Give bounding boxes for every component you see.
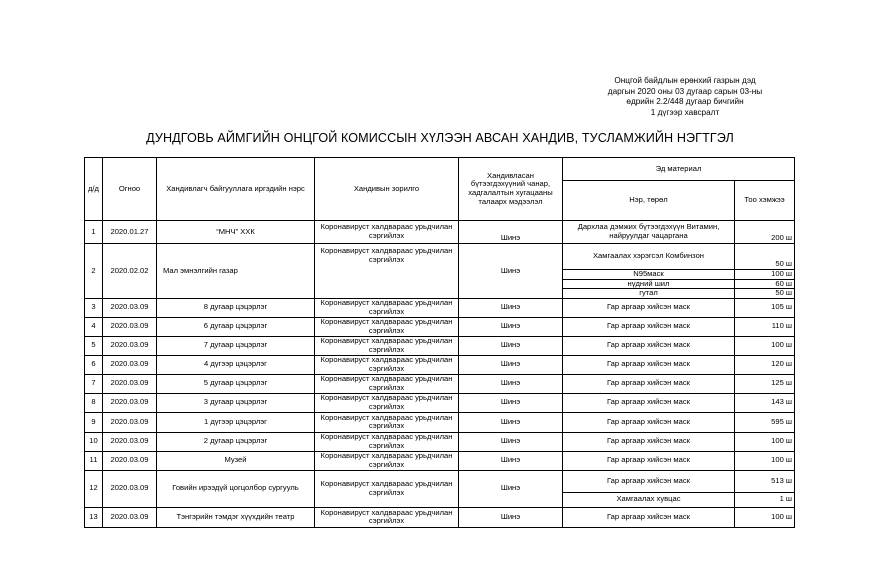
cell-item-name: Гар аргаар хийсэн маск — [563, 374, 735, 393]
header-date: Огноо — [103, 158, 157, 221]
cell-quality: Шинэ — [459, 432, 563, 451]
table-row — [85, 470, 795, 492]
table-row — [85, 336, 795, 355]
cell-item-qty: 513 ш — [735, 470, 795, 492]
table-row — [85, 451, 795, 470]
cell-date: 2020.03.09 — [103, 298, 157, 317]
cell-purpose: Коронавируст халдвараас урьдчилан сэргийлэх — [315, 317, 459, 336]
cell-item-name: Дархлаа дэмжих бүтээгдэхүүн Витамин, найруулдаг чацаргана — [563, 221, 735, 244]
cell-quality: Шинэ — [459, 412, 563, 432]
cell-quality: Шинэ — [459, 221, 563, 244]
cell-item-name: Гар аргаар хийсэн маск — [563, 507, 735, 527]
table-row — [85, 412, 795, 432]
cell-item-qty: 60 ш — [735, 279, 795, 289]
cell-item-qty: 50 ш — [735, 289, 795, 299]
cell-no: 1 — [85, 221, 103, 244]
table-row — [85, 393, 795, 412]
cell-item-qty: 200 ш — [735, 221, 795, 244]
cell-quality: Шинэ — [459, 451, 563, 470]
cell-no: 4 — [85, 317, 103, 336]
cell-donor: Музей — [157, 451, 315, 470]
table-row — [85, 244, 795, 270]
cell-item-qty: 120 ш — [735, 355, 795, 374]
cell-purpose: Коронавируст халдвараас урьдчилан сэргийлэх — [315, 432, 459, 451]
document-title: ДУНДГОВЬ АЙМГИЙН ОНЦГОЙ КОМИССЫН ХҮЛЭЭН АВСАН ХАНДИВ, ТУСЛАМЖИЙН НЭГТГЭЛ — [146, 131, 734, 145]
cell-no: 13 — [85, 507, 103, 527]
cell-item-qty: 143 ш — [735, 393, 795, 412]
header-purpose: Хандивын зорилго — [315, 158, 459, 221]
cell-donor: 1 дүгээр цэцэрлэг — [157, 412, 315, 432]
cell-donor: 4 дүгээр цэцэрлэг — [157, 355, 315, 374]
cell-no: 11 — [85, 451, 103, 470]
table-row — [85, 432, 795, 451]
appendix-note — [560, 76, 810, 118]
cell-donor: Мал эмнэлгийн газар — [157, 244, 315, 299]
cell-item-qty: 1 ш — [735, 492, 795, 507]
cell-donor: 8 дугаар цэцэрлэг — [157, 298, 315, 317]
cell-item-name: Гар аргаар хийсэн маск — [563, 432, 735, 451]
cell-donor: 7 дугаар цэцэрлэг — [157, 336, 315, 355]
header-donor: Хандивлагч байгууллага иргэдийн нэрс — [157, 158, 315, 221]
cell-no: 5 — [85, 336, 103, 355]
cell-item-name: Хамгаалах хэрэгсэл Комбинзон — [563, 244, 735, 270]
cell-date: 2020.03.09 — [103, 507, 157, 527]
cell-item-qty: 100 ш — [735, 432, 795, 451]
cell-item-name: Гар аргаар хийсэн маск — [563, 451, 735, 470]
cell-item-qty: 105 ш — [735, 298, 795, 317]
cell-purpose: Коронавируст халдвараас урьдчилан сэргийлэх — [315, 221, 459, 244]
header-no: д/д — [85, 158, 103, 221]
cell-date: 2020.03.09 — [103, 412, 157, 432]
appendix-note-line: Онцгой байдлын ерөнхий газрын дэд — [614, 76, 756, 85]
cell-purpose: Коронавируст халдвараас урьдчилан сэргийлэх — [315, 244, 459, 299]
table-row — [85, 317, 795, 336]
cell-item-qty: 50 ш — [735, 244, 795, 270]
cell-purpose: Коронавируст халдвараас урьдчилан сэргийлэх — [315, 412, 459, 432]
cell-date: 2020.03.09 — [103, 355, 157, 374]
cell-quality: Шинэ — [459, 298, 563, 317]
table-row — [85, 298, 795, 317]
cell-donor: 3 дугаар цэцэрлэг — [157, 393, 315, 412]
cell-donor: Тэнгэрийн тэмдэг хүүхдийн театр — [157, 507, 315, 527]
cell-purpose: Коронавируст халдвараас урьдчилан сэргийлэх — [315, 374, 459, 393]
cell-donor: Говийн ирээдүй цогцолбор сургууль — [157, 470, 315, 507]
cell-no: 2 — [85, 244, 103, 299]
appendix-note-line: өдрийн 2.2/448 дугаар бичгийн — [626, 97, 744, 107]
cell-item-qty: 100 ш — [735, 507, 795, 527]
cell-date: 2020.03.09 — [103, 432, 157, 451]
table-row — [85, 355, 795, 374]
cell-quality: Шинэ — [459, 470, 563, 507]
cell-date: 2020.01.27 — [103, 221, 157, 244]
cell-date: 2020.02.02 — [103, 244, 157, 299]
cell-no: 10 — [85, 432, 103, 451]
header-quality: Хандивласан бүтээгдэхүүний чанар, хадгалалтын хугацааны талаарх мэдээлэл — [459, 158, 563, 221]
cell-date: 2020.03.09 — [103, 451, 157, 470]
header-quantity: Тоо хэмжээ — [735, 181, 795, 221]
cell-item-qty: 100 ш — [735, 336, 795, 355]
cell-item-name: Гар аргаар хийсэн маск — [563, 298, 735, 317]
cell-no: 12 — [85, 470, 103, 507]
cell-no: 9 — [85, 412, 103, 432]
cell-item-qty: 595 ш — [735, 412, 795, 432]
cell-donor: 6 дугаар цэцэрлэг — [157, 317, 315, 336]
cell-item-name: Гар аргаар хийсэн маск — [563, 336, 735, 355]
cell-quality: Шинэ — [459, 393, 563, 412]
cell-date: 2020.03.09 — [103, 393, 157, 412]
cell-item-name: Гар аргаар хийсэн маск — [563, 470, 735, 492]
cell-donor: 5 дугаар цэцэрлэг — [157, 374, 315, 393]
cell-no: 6 — [85, 355, 103, 374]
cell-quality: Шинэ — [459, 336, 563, 355]
cell-item-qty: 100 ш — [735, 270, 795, 280]
cell-purpose: Коронавируст халдвараас урьдчилан сэргийлэх — [315, 298, 459, 317]
cell-quality: Шинэ — [459, 374, 563, 393]
cell-purpose: Коронавируст халдвараас урьдчилан сэргийлэх — [315, 451, 459, 470]
table-row — [85, 374, 795, 393]
cell-item-name: гутал — [563, 289, 735, 299]
cell-item-name: Хамгаалах хувцас — [563, 492, 735, 507]
cell-item-name: Гар аргаар хийсэн маск — [563, 393, 735, 412]
cell-date: 2020.03.09 — [103, 470, 157, 507]
cell-no: 7 — [85, 374, 103, 393]
cell-quality: Шинэ — [459, 317, 563, 336]
cell-purpose: Коронавируст халдвараас урьдчилан сэргийлэх — [315, 393, 459, 412]
table-row — [85, 221, 795, 244]
cell-quality: Шинэ — [459, 355, 563, 374]
cell-item-name: Гар аргаар хийсэн маск — [563, 412, 735, 432]
cell-date: 2020.03.09 — [103, 317, 157, 336]
cell-donor: 2 дугаар цэцэрлэг — [157, 432, 315, 451]
header-name-type: Нэр, төрөл — [563, 181, 735, 221]
cell-item-qty: 100 ш — [735, 451, 795, 470]
cell-item-qty: 125 ш — [735, 374, 795, 393]
cell-quality: Шинэ — [459, 507, 563, 527]
table-row — [85, 507, 795, 527]
cell-no: 8 — [85, 393, 103, 412]
cell-item-name: Гар аргаар хийсэн маск — [563, 355, 735, 374]
cell-no: 3 — [85, 298, 103, 317]
header-material: Эд материал — [563, 158, 795, 181]
cell-donor: “МНЧ” ХХК — [157, 221, 315, 244]
cell-purpose: Коронавируст халдвараас урьдчилан сэргийлэх — [315, 470, 459, 507]
appendix-note-line: 1 дүгээр хавсралт — [650, 107, 720, 117]
cell-item-qty: 110 ш — [735, 317, 795, 336]
cell-purpose: Коронавируст халдвараас урьдчилан сэргийлэх — [315, 355, 459, 374]
cell-purpose: Коронавируст халдвараас урьдчилан сэргийлэх — [315, 336, 459, 355]
cell-item-name: Гар аргаар хийсэн маск — [563, 317, 735, 336]
appendix-note-line: даргын 2020 оны 03 дугаар сарын 03-ны — [607, 86, 763, 96]
cell-quality: Шинэ — [459, 244, 563, 299]
cell-purpose: Коронавируст халдвараас урьдчилан сэргийлэх — [315, 507, 459, 527]
cell-date: 2020.03.09 — [103, 374, 157, 393]
cell-date: 2020.03.09 — [103, 336, 157, 355]
donation-table — [84, 157, 795, 528]
cell-item-name: N95маск — [563, 270, 735, 280]
cell-item-name: нүдний шил — [563, 279, 735, 289]
